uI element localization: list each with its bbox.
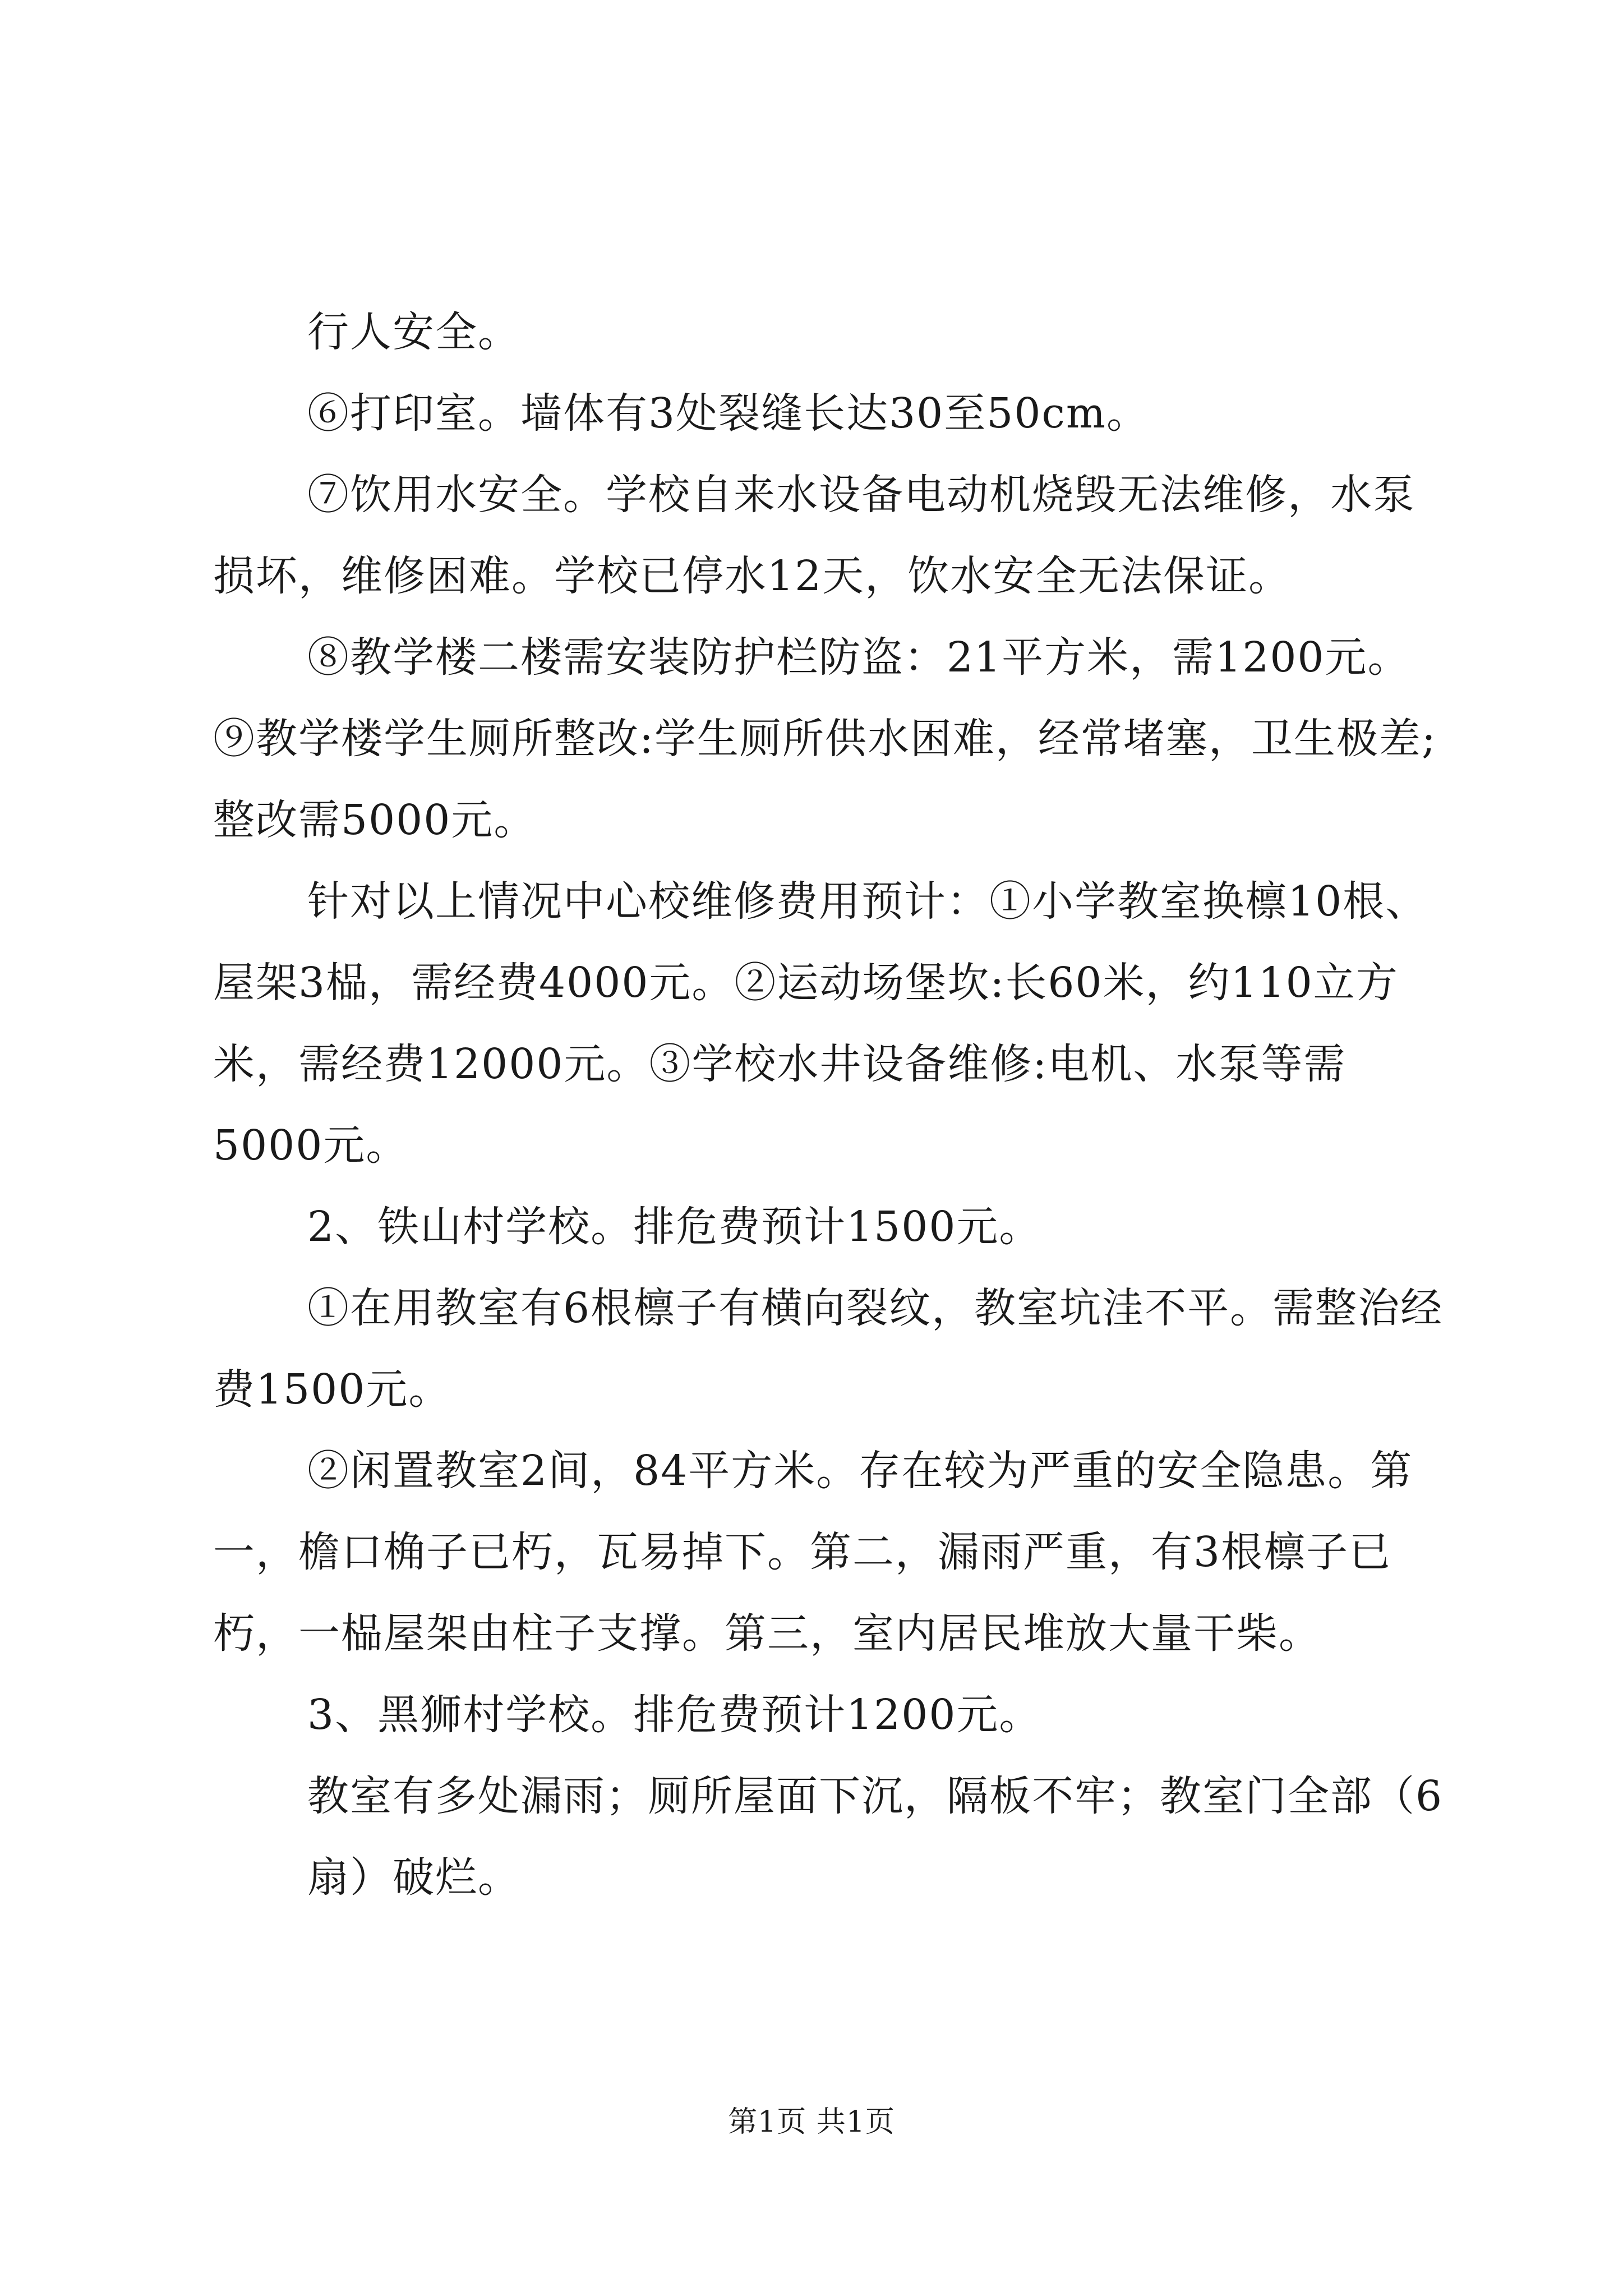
paragraph-4: ⑧教学楼二楼需安装防护栏防盗：21平方米，需1200元。⑨教学楼学生厕所整改:学生厕所供水困难，经常堵塞，卫生极差;整改需5000元。 <box>213 633 1437 844</box>
paragraph-7: ①在用教室有6根檩子有横向裂纹，教室坑洼不平。需整治经费1500元。 <box>213 1284 1444 1414</box>
paragraph-3: ⑦饮用水安全。学校自来水设备电动机烧毁无法维修，水泵损坏，维修困难。学校已停水12天，饮水安全无法保证。 <box>213 471 1415 600</box>
paragraph-2: ⑥打印室。墙体有3处裂缝长达30至50cm。 <box>307 389 1150 438</box>
paragraph-9: 3、黑狮村学校。排危费预计1200元。 <box>307 1691 1042 1739</box>
paragraph-1: 行人安全。 <box>307 308 520 356</box>
document-body <box>213 292 1447 1918</box>
paragraph-8: ②闲置教室2间，84平方米。存在较为严重的安全隐患。第一，檐口桷子已朽，瓦易掉下。第二，漏雨严重，有3根檩子已朽，一榀屋架由柱子支撑。第三，室内居民堆放大量干柴。 <box>213 1447 1413 1658</box>
paragraph-5: 针对以上情况中心校维修费用预计：①小学教室换檩10根、屋架3榀，需经费4000元。②运动场堡坎:长60米，约110立方米，需经费12000元。③学校水井设备维修:电机、水泵等需5000元。 <box>213 877 1428 1170</box>
paragraph-10: 教室有多处漏雨；厕所屋面下沉，隔板不牢；教室门全部（6 <box>307 1772 1444 1820</box>
page-footer: 第1页 共1页 <box>728 2105 895 2139</box>
paragraph-11: 扇）破烂。 <box>307 1853 520 1902</box>
paragraph-6: 2、铁山村学校。排危费预计1500元。 <box>307 1203 1042 1251</box>
